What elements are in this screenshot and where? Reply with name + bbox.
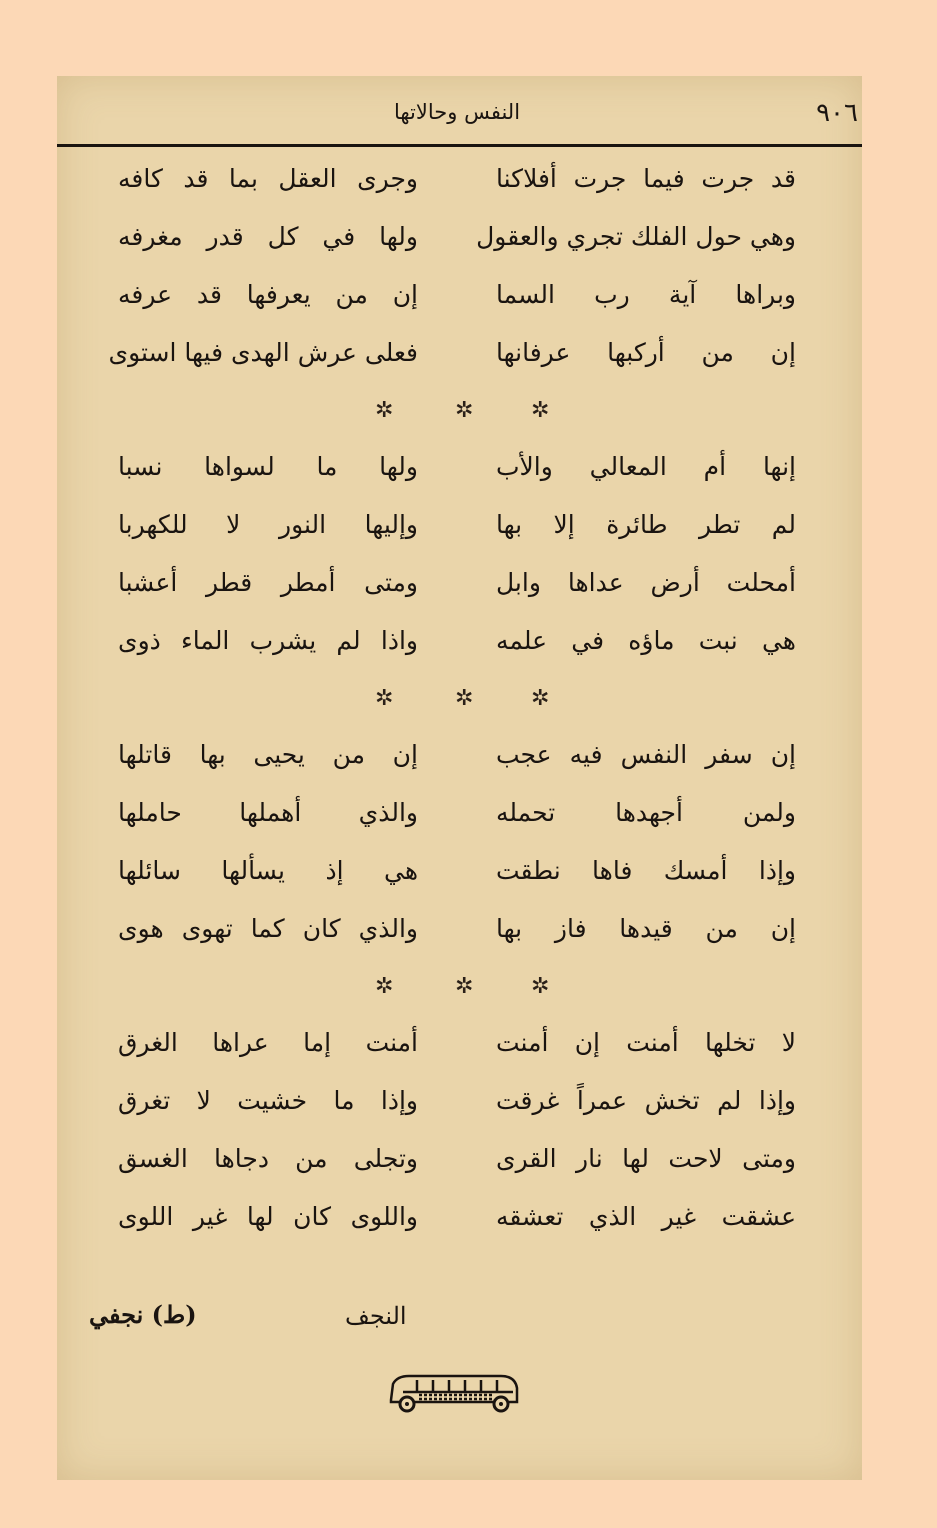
second-hemistich: واذا لم يشرب الماء ذوى	[118, 626, 418, 655]
verse	[57, 906, 862, 964]
verse	[57, 272, 862, 330]
second-hemistich: وجرى العقل بما قد كافه	[118, 164, 418, 193]
verse	[57, 732, 862, 790]
first-hemistich: وهي حول الفلك تجري والعقول	[476, 222, 796, 251]
verse	[57, 1136, 862, 1194]
bus-icon	[383, 1370, 523, 1416]
first-hemistich: وإذا لم تخش عمراً غرقت	[496, 1086, 796, 1115]
signature-place: النجف	[345, 1302, 407, 1330]
stanza	[57, 732, 862, 964]
stanza	[57, 444, 862, 676]
stanza-separator	[57, 676, 862, 732]
second-hemistich: واللوى كان لها غير اللوى	[118, 1202, 418, 1231]
first-hemistich: أمحلت أرض عداها وابل	[496, 568, 796, 597]
second-hemistich: إن من يعرفها قد عرفه	[118, 280, 418, 309]
stanza-separator	[57, 964, 862, 1020]
first-hemistich: هي نبت ماؤه في علمه	[496, 626, 796, 655]
poem	[57, 156, 862, 1252]
page-number: ٩٠٦	[816, 98, 858, 128]
second-hemistich: والذي كان كما تهوى هوى	[118, 914, 418, 943]
second-hemistich: فعلى عرش الهدى فيها استوى	[108, 338, 418, 367]
first-hemistich: عشقت غير الذي تعشقه	[496, 1202, 796, 1231]
book-page	[57, 76, 862, 1480]
stanza	[57, 1020, 862, 1252]
star-ornament-icon: ✲	[531, 974, 550, 999]
second-hemistich: وإليها النور لا للكهربا	[118, 510, 418, 539]
first-hemistich: وإذا أمسك فاها نطقت	[496, 856, 796, 885]
first-hemistich: قد جرت فيما جرت أفلاكنا	[496, 164, 796, 193]
star-ornament-icon: ✲	[455, 686, 474, 711]
star-ornament-icon: ✲	[531, 398, 550, 423]
first-hemistich: إن سفر النفس فيه عجب	[496, 740, 796, 769]
first-hemistich: لا تخلها أمنت إن أمنت	[496, 1028, 796, 1057]
second-hemistich: والذي أهملها حاملها	[118, 798, 418, 827]
first-hemistich: ومتى لاحت لها نار القرى	[496, 1144, 796, 1173]
star-ornament-icon: ✲	[455, 398, 474, 423]
stanza-separator	[57, 388, 862, 444]
second-hemistich: أمنت إما عراها الغرق	[118, 1028, 418, 1057]
second-hemistich: ولها في كل قدر مغرفه	[118, 222, 418, 251]
header-rule	[57, 144, 862, 147]
first-hemistich: إن من قيدها فاز بها	[496, 914, 796, 943]
star-ornament-icon: ✲	[531, 686, 550, 711]
second-hemistich: ولها ما لسواها نسبا	[118, 452, 418, 481]
verse	[57, 330, 862, 388]
first-hemistich: وبراها آية رب السما	[496, 280, 796, 309]
verse	[57, 156, 862, 214]
second-hemistich: ومتى أمطر قطر أعشبا	[118, 568, 418, 597]
second-hemistich: إن من يحيى بها قاتلها	[118, 740, 418, 769]
verse	[57, 1020, 862, 1078]
verse	[57, 1194, 862, 1252]
first-hemistich: إن من أركبها عرفانها	[496, 338, 796, 367]
second-hemistich: هي إذ يسألها سائلها	[118, 856, 418, 885]
poem-signature	[57, 1300, 862, 1344]
star-ornament-icon: ✲	[375, 686, 394, 711]
verse	[57, 618, 862, 676]
verse	[57, 848, 862, 906]
verse	[57, 1078, 862, 1136]
second-hemistich: وتجلى من دجاها الغسق	[118, 1144, 418, 1173]
first-hemistich: إنها أم المعالي والأب	[496, 452, 796, 481]
first-hemistich: ولمن أجهدها تحمله	[496, 798, 796, 827]
verse	[57, 214, 862, 272]
first-hemistich: لم تطر طائرة إلا بها	[496, 510, 796, 539]
second-hemistich: وإذا ما خشيت لا تغرق	[118, 1086, 418, 1115]
verse	[57, 560, 862, 618]
verse	[57, 790, 862, 848]
star-ornament-icon: ✲	[455, 974, 474, 999]
running-title: النفس وحالاتها	[393, 100, 521, 124]
star-ornament-icon: ✲	[375, 398, 394, 423]
page-header	[57, 76, 862, 146]
verse	[57, 444, 862, 502]
verse	[57, 502, 862, 560]
stanza	[57, 156, 862, 388]
star-ornament-icon: ✲	[375, 974, 394, 999]
signature-author: (ط) نجفي	[89, 1300, 197, 1329]
